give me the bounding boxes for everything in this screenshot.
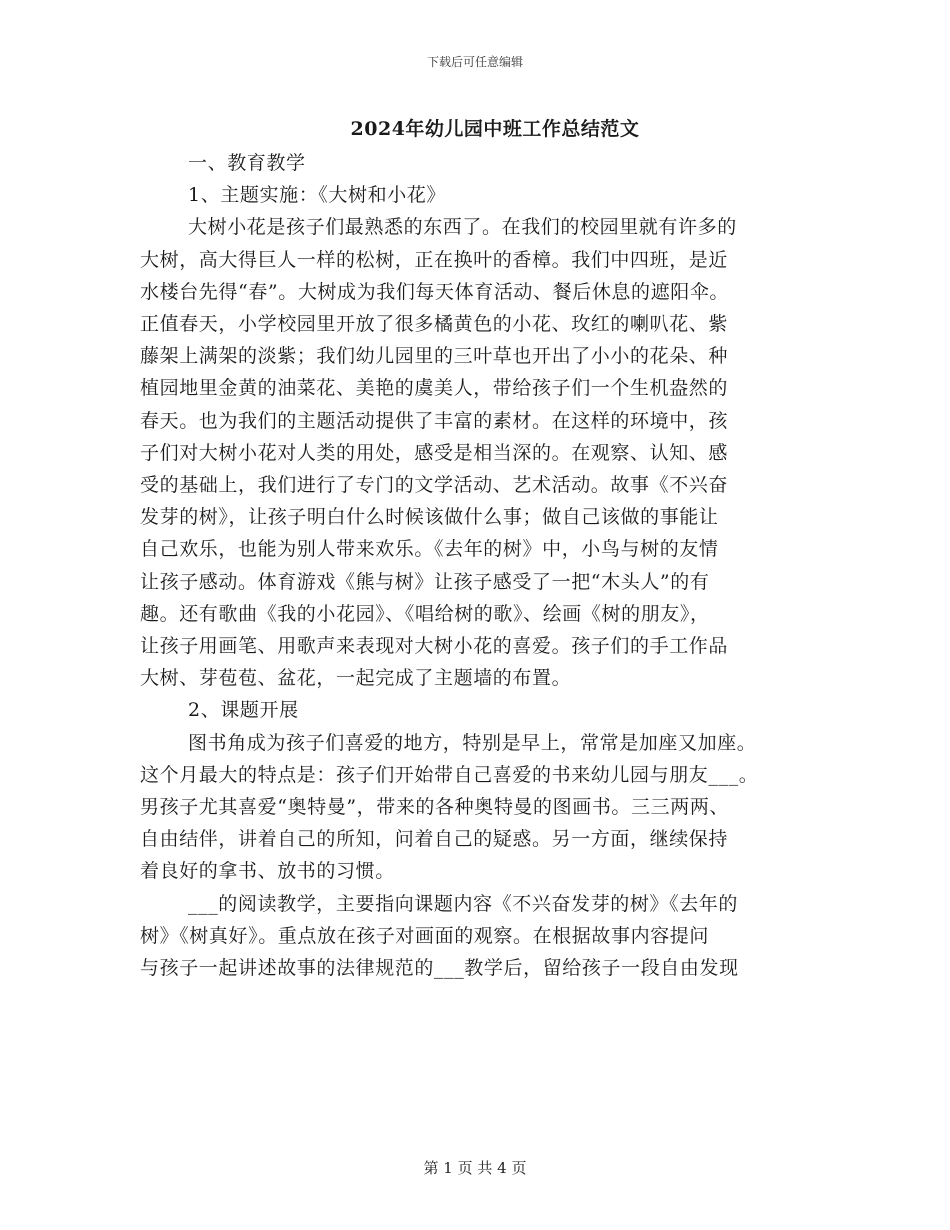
paragraph-line: 春天。也为我们的主题活动提供了丰富的素材。在这样的环境中，孩 [140, 409, 729, 432]
paragraph-line: 自由结伴，讲着自己的所知，问着自己的疑惑。另一方面，继续保持 [140, 828, 729, 851]
paragraph-line: ___的阅读教学，主要指向课题内容《不兴奋发芽的树》《去年的 [188, 892, 739, 915]
paragraph-line: 受的基础上，我们进行了专门的文学活动、艺术活动。故事《不兴奋 [140, 474, 729, 497]
paragraph-line: 趣。还有歌曲《我的小花园》、《唱给树的歌》、绘画《树的朋友》， [140, 602, 710, 625]
paragraph-line: 大树、芽苞苞、盆花，一起完成了主题墙的布置。 [140, 667, 572, 690]
paragraph-line: 子们对大树小花对人类的用处，感受是相当深的。在观察、认知、感 [140, 441, 729, 464]
subsection-heading: 2、课题开展 [188, 699, 299, 722]
paragraph-line: 树》《树真好》。重点放在孩子对画面的观察。在根据故事内容提问 [140, 924, 710, 947]
paragraph-line: 大树小花是孩子们最熟悉的东西了。在我们的校园里就有许多的 [188, 216, 737, 239]
page-number: 第 1 页 共 4 页 [423, 1159, 527, 1177]
paragraph-line: 这个月最大的特点是：孩子们开始带自己喜爱的书来幼儿园与朋友___。 [140, 763, 759, 786]
document-body [140, 147, 812, 984]
paragraph-line: 让孩子用画笔、用歌声来表现对大树小花的喜爱。孩子们的手工作品 [140, 635, 729, 658]
paragraph-line: 图书角成为孩子们喜爱的地方，特别是早上，常常是加座又加座。 [188, 731, 757, 754]
paragraph-line: 大树，高大得巨人一样的松树，正在换叶的香樟。我们中四班，是近 [140, 248, 729, 271]
paragraph-line: 男孩子尤其喜爱“奥特曼”，带来的各种奥特曼的图画书。三三两两、 [140, 796, 730, 819]
paragraph-line: 与孩子一起讲述故事的法律规范的___教学后，留给孩子一段自由发现 [140, 957, 739, 980]
section-heading: 一、教育教学 [188, 152, 306, 174]
header-note: 下载后可任意编辑 [426, 55, 523, 69]
paragraph-theme [140, 211, 812, 694]
paragraph-reading-corner [140, 727, 812, 888]
paragraph-line: 让孩子感动。体育游戏《熊与树》让孩子感受了一把“木头人”的有 [140, 570, 710, 593]
paragraph-line: 正值春天，小学校园里开放了很多橘黄色的小花、玫红的喇叭花、紫 [140, 313, 729, 336]
paragraph-line: 着良好的拿书、放书的习惯。 [140, 860, 395, 883]
paragraph-line: 自己欢乐，也能为别人带来欢乐。《去年的树》中，小鸟与树的友情 [140, 538, 719, 561]
paragraph-reading-teaching [140, 888, 812, 985]
paragraph-line: 水楼台先得“春”。大树成为我们每天体育活动、餐后休息的遮阳伞。 [140, 280, 730, 303]
paragraph-line: 藤架上满架的淡紫；我们幼儿园里的三叶草也开出了小小的花朵、种 [140, 345, 729, 368]
subsection-heading: 1、主题实施：《大树和小花》 [188, 184, 446, 207]
paragraph-line: 植园地里金黄的油菜花、美艳的虞美人，带给孩子们一个生机盎然的 [140, 377, 729, 400]
paragraph-line: 发芽的树》，让孩子明白什么时候该做什么事；做自己该做的事能让 [140, 506, 719, 529]
document-title: 2024年幼儿园中班工作总结范文 [350, 118, 640, 140]
